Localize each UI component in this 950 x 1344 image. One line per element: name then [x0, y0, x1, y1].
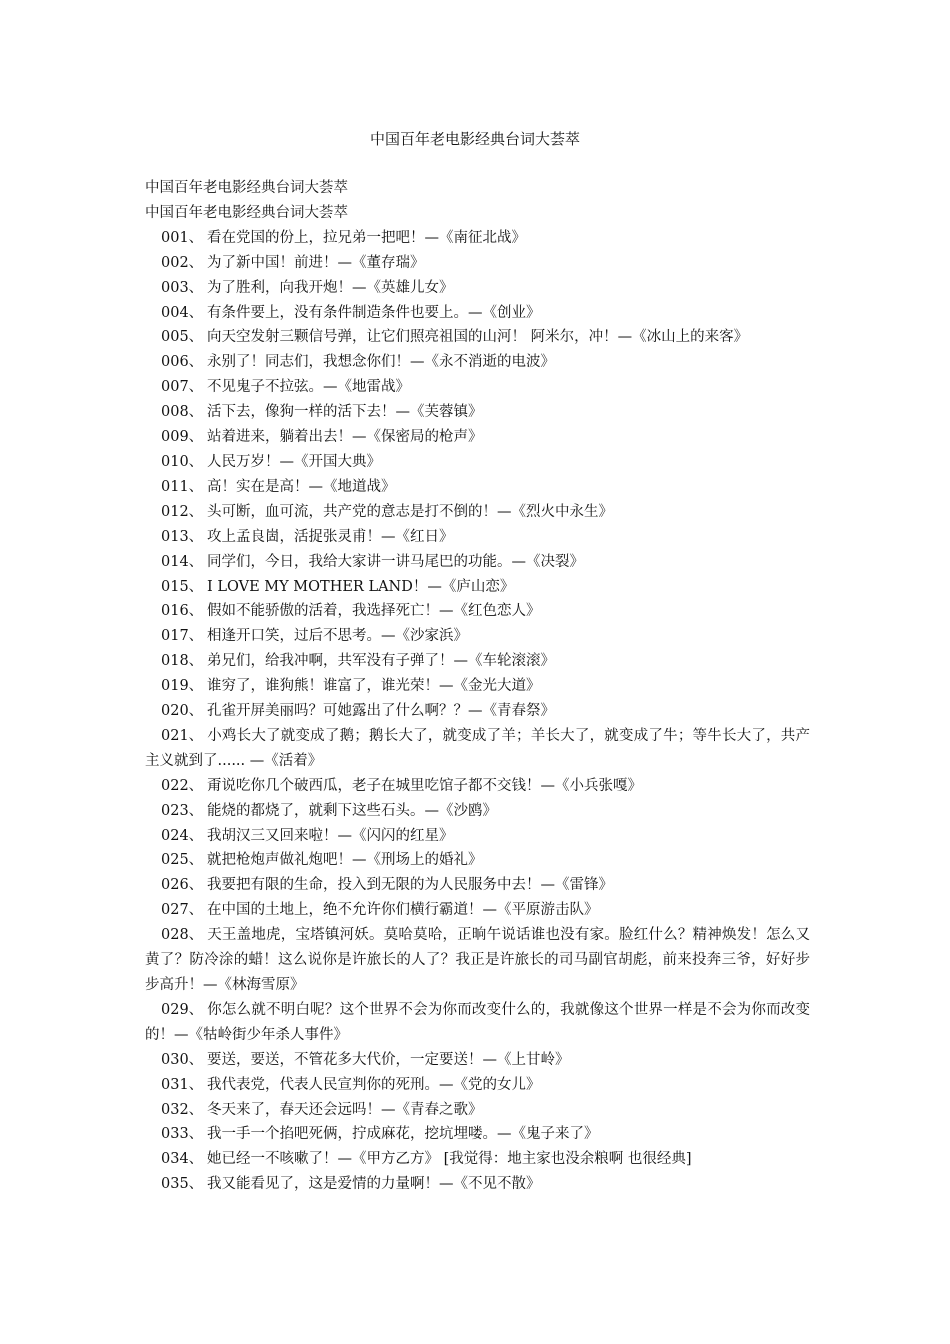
- quote-entry: [145, 774, 810, 799]
- quote-number: 014、: [161, 553, 204, 570]
- quote-entry: [145, 699, 810, 724]
- quote-text: 要送，要送，不管花多大代价，一定要送！—《上甘岭》: [207, 1051, 570, 1068]
- quote-number: 009、: [161, 429, 204, 446]
- quote-number: 001、: [161, 229, 204, 246]
- quote-entry: [145, 724, 810, 774]
- quote-entry: [145, 525, 810, 550]
- quote-text: 头可断，血可流，共产党的意志是打不倒的！—《烈火中永生》: [207, 503, 613, 520]
- quote-number: 003、: [161, 279, 204, 296]
- quote-number: 005、: [161, 329, 204, 346]
- quote-text: 假如不能骄傲的活着，我选择死亡！—《红色恋人》: [207, 603, 541, 620]
- quote-number: 011、: [161, 478, 204, 495]
- quote-entry: [145, 649, 810, 674]
- quote-entry: [145, 873, 810, 898]
- quote-entry: [145, 375, 810, 400]
- quote-entry: [145, 550, 810, 575]
- quote-number: 033、: [161, 1126, 204, 1143]
- quote-text: 我代表党，代表人民宣判你的死刑。—《党的女儿》: [207, 1076, 541, 1093]
- quote-text: 在中国的土地上，绝不允许你们横行霸道！—《平原游击队》: [207, 902, 599, 919]
- quote-number: 035、: [161, 1176, 204, 1193]
- quote-number: 027、: [161, 902, 204, 919]
- quote-entry: [145, 898, 810, 923]
- quote-entry: [145, 1048, 810, 1073]
- subtitle: 中国百年老电影经典台词大荟萃: [145, 204, 348, 221]
- quote-number: 023、: [161, 802, 204, 819]
- quote-entry: [145, 674, 810, 699]
- quote-number: 007、: [161, 379, 204, 396]
- quote-text: 有条件要上，没有条件制造条件也要上。—《创业》: [207, 304, 541, 321]
- quote-text: 攻上孟良崮，活捉张灵甫！—《红日》: [207, 528, 454, 545]
- quote-number: 030、: [161, 1051, 204, 1068]
- quote-entry: [145, 575, 810, 600]
- quote-number: 029、: [161, 1001, 204, 1018]
- quote-entry: [145, 1122, 810, 1147]
- quote-number: 034、: [161, 1151, 204, 1168]
- quote-text: 高！实在是高！—《地道战》: [207, 478, 396, 495]
- quote-number: 013、: [161, 528, 204, 545]
- quote-text: 人民万岁！—《开国大典》: [207, 453, 381, 470]
- quote-number: 015、: [161, 578, 204, 595]
- quote-number: 008、: [161, 404, 204, 421]
- quote-number: 031、: [161, 1076, 204, 1093]
- quote-number: 032、: [161, 1101, 204, 1118]
- quote-number: 022、: [161, 777, 204, 794]
- quote-text: 就把枪炮声做礼炮吧！—《刑场上的婚礼》: [207, 852, 483, 869]
- quote-list: [145, 226, 810, 1197]
- quote-text: 看在党国的份上，拉兄弟一把吧！—《南征北战》: [207, 229, 526, 246]
- quote-entry: [145, 624, 810, 649]
- quote-number: 025、: [161, 852, 204, 869]
- quote-entry: [145, 251, 810, 276]
- quote-text: 天王盖地虎，宝塔镇河妖。莫哈莫哈，正晌午说话谁也没有家。脸红什么？精神焕发！怎么又黄了？防冷涂的蜡！这么说你是许旅长的人了？我正是许旅长的司马副官胡彪，前来投奔三爷，好好步步高升！—《林海雪原》: [145, 927, 810, 993]
- quote-text: 我要把有限的生命，投入到无限的为人民服务中去！—《雷锋》: [207, 877, 613, 894]
- quote-entry: [145, 1098, 810, 1123]
- quote-text: 孔雀开屏美丽吗？可她露出了什么啊？？—《青春祭》: [207, 703, 555, 720]
- quote-number: 020、: [161, 703, 204, 720]
- quote-entry: [145, 325, 810, 350]
- quote-text: 不见鬼子不拉弦。—《地雷战》: [207, 379, 410, 396]
- quote-text: 站着进来，躺着出去！—《保密局的枪声》: [207, 429, 483, 446]
- quote-text: 谁穷了，谁狗熊！谁富了，谁光荣！—《金光大道》: [207, 678, 541, 695]
- quote-number: 006、: [161, 354, 204, 371]
- quote-text: 你怎么就不明白呢？这个世界不会为你而改变什么的，我就像这个世界一样是不会为你而改变的！—《牯岭街少年杀人事件》: [145, 1001, 810, 1043]
- quote-text: 永别了！同志们，我想念你们！—《永不消逝的电波》: [207, 354, 555, 371]
- quote-text: 同学们，今日，我给大家讲一讲马尾巴的功能。—《决裂》: [207, 553, 584, 570]
- quote-entry: [145, 1172, 810, 1197]
- quote-entry: [145, 799, 810, 824]
- quote-text: 冬天来了，春天还会远吗！—《青春之歌》: [207, 1101, 483, 1118]
- quote-entry: [145, 400, 810, 425]
- quote-text: 为了新中国！前进！—《董存瑞》: [207, 254, 425, 271]
- quote-entry: [145, 599, 810, 624]
- quote-text: 我又能看见了，这是爱情的力量啊！—《不见不散》: [207, 1176, 541, 1193]
- quote-entry: [145, 425, 810, 450]
- quote-entry: [145, 998, 810, 1048]
- quote-number: 026、: [161, 877, 204, 894]
- quote-entry: [145, 500, 810, 525]
- quote-entry: [145, 475, 810, 500]
- quote-text: 她已经一不咳嗽了！—《甲方乙方》 [我觉得：地主家也没余粮啊 也很经典]: [207, 1151, 692, 1168]
- quote-number: 021、: [161, 727, 204, 744]
- quote-number: 017、: [161, 628, 204, 645]
- quote-entry: [145, 450, 810, 475]
- quote-number: 012、: [161, 503, 204, 520]
- quote-entry: [145, 1073, 810, 1098]
- quote-number: 010、: [161, 453, 204, 470]
- quote-text: 小鸡长大了就变成了鹅；鹅长大了，就变成了羊；羊长大了，就变成了牛；等牛长大了，共产主义就到了...... —《活着》: [145, 727, 810, 769]
- quote-number: 028、: [161, 927, 204, 944]
- quote-entry: [145, 848, 810, 873]
- quote-entry: [145, 923, 810, 998]
- page-title: 中国百年老电影经典台词大荟萃: [369, 130, 580, 148]
- quote-text: 甭说吃你几个破西瓜，老子在城里吃馆子都不交钱！—《小兵张嘎》: [207, 777, 642, 794]
- quote-entry: [145, 1147, 810, 1172]
- quote-number: 004、: [161, 304, 204, 321]
- quote-number: 019、: [161, 678, 204, 695]
- quote-text: 为了胜利，向我开炮！—《英雄儿女》: [207, 279, 454, 296]
- quote-text: I LOVE MY MOTHER LAND！—《庐山恋》: [207, 578, 515, 595]
- quote-text: 活下去，像狗一样的活下去！—《芙蓉镇》: [207, 404, 483, 421]
- quote-number: 018、: [161, 653, 204, 670]
- quote-number: 024、: [161, 827, 204, 844]
- subtitle: 中国百年老电影经典台词大荟萃: [145, 180, 348, 196]
- quote-entry: [145, 226, 810, 251]
- quote-text: 能烧的都烧了，就剩下这些石头。—《沙鸥》: [207, 802, 497, 819]
- quote-number: 016、: [161, 603, 204, 620]
- document-body: [145, 176, 810, 1197]
- quote-entry: [145, 350, 810, 375]
- quote-text: 我胡汉三又回来啦！—《闪闪的红星》: [207, 827, 454, 844]
- quote-text: 向天空发射三颗信号弹，让它们照亮祖国的山河！ 阿米尔，冲！—《冰山上的来客》: [207, 329, 749, 346]
- quote-text: 相逢开口笑，过后不思考。—《沙家浜》: [207, 628, 468, 645]
- quote-text: 我一手一个掐吧死俩，拧成麻花，挖坑埋喽。—《鬼子来了》: [207, 1126, 599, 1143]
- quote-entry: [145, 276, 810, 301]
- quote-number: 002、: [161, 254, 204, 271]
- quote-text: 弟兄们，给我冲啊，共军没有子弹了！—《车轮滚滚》: [207, 653, 555, 670]
- quote-entry: [145, 301, 810, 326]
- quote-entry: [145, 824, 810, 849]
